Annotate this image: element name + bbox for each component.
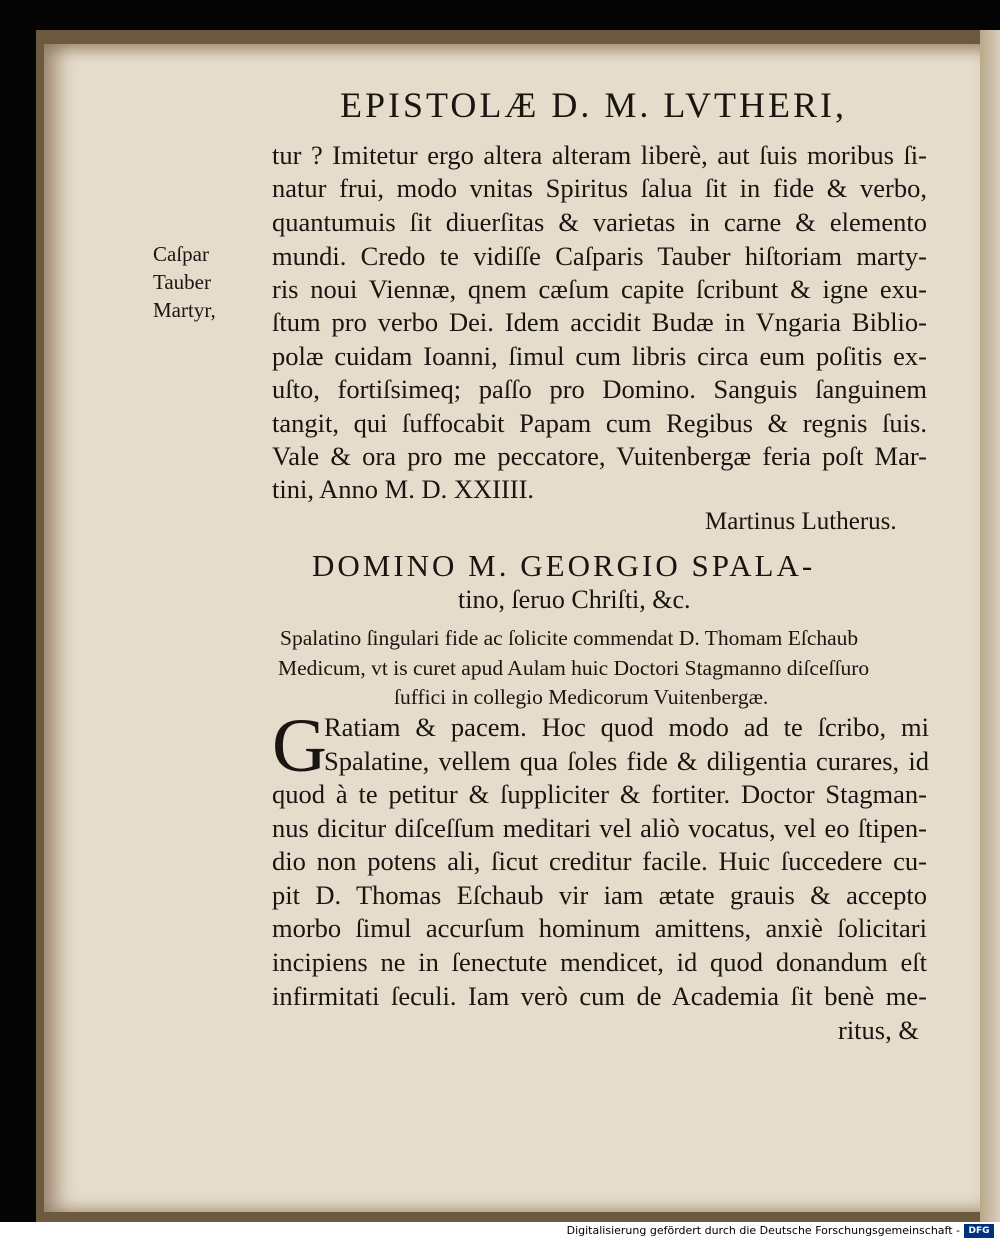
page-edge bbox=[980, 30, 1000, 1222]
margin-note-line: Caſpar bbox=[153, 242, 209, 266]
letter-line: pit D. Thomas Eſchaub vir iam ætate grauis & accepto bbox=[272, 880, 927, 910]
letter-heading: DOMINO M. GEORGIO SPALA- bbox=[312, 548, 816, 583]
letter-line: Spalatine, vellem qua ſoles fide & diligentia curares, id bbox=[324, 746, 929, 776]
summary-line: Spalatino ſingulari fide ac ſolicite commendat D. Thomam Eſchaub bbox=[280, 626, 859, 650]
body-line: ſtum pro verbo Dei. Idem accidit Budæ in Vngaria Biblio- bbox=[272, 307, 927, 337]
margin-note-line: Tauber bbox=[153, 270, 211, 294]
letter-line: incipiens ne in ſenectute mendicet, id quod donandum eſt bbox=[272, 947, 927, 977]
body-line: tur ? Imitetur ergo altera alteram liberè, aut ſuis moribus ſi- bbox=[272, 140, 927, 170]
body-line: Vale & ora pro me peccatore, Vuitenbergæ feria poſt Mar- bbox=[272, 441, 927, 471]
letter-line: morbo ſimul accurſum hominum amittens, anxiè ſolicitari bbox=[272, 913, 927, 943]
dfg-logo: DFG bbox=[964, 1224, 994, 1238]
body-line: quantumuis ſit diuerſitas & varietas in carne & elemento bbox=[272, 207, 927, 237]
letter-line: Ratiam & pacem. Hoc quod modo ad te ſcribo, mi bbox=[324, 712, 929, 742]
body-line: tangit, qui ſuffocabit Papam cum Regibus & regnis ſuis. bbox=[272, 408, 927, 438]
catchword: ritus, & bbox=[838, 1015, 919, 1045]
summary-line: ſuffici in collegio Medicorum Vuitenbergæ. bbox=[394, 685, 769, 709]
running-head: EPISTOLÆ D. M. LVTHERI, bbox=[340, 85, 848, 125]
footer-credit: Digitalisierung gefördert durch die Deutsche Forschungsgemeinschaft - bbox=[566, 1224, 960, 1237]
body-line: uſto, fortiſsimeq; paſſo pro Domino. Sanguis ſanguinem bbox=[272, 374, 927, 404]
letter-line: quod à te petitur & ſuppliciter & fortiter. Doctor Stagman- bbox=[272, 779, 927, 809]
letter-line: dio non potens ali, ſicut creditur facile. Huic ſuccedere cu- bbox=[272, 846, 927, 876]
signature: Martinus Lutherus. bbox=[705, 508, 897, 535]
margin-note-line: Martyr, bbox=[153, 298, 216, 322]
body-line: ris noui Viennæ, qnem cæſum capite ſcribunt & igne exu- bbox=[272, 274, 927, 304]
summary-line: Medicum, vt is curet apud Aulam huic Doctori Stagmanno diſceſſuro bbox=[278, 656, 870, 680]
letter-line: infirmitati ſeculi. Iam verò cum de Academia ſit benè me- bbox=[272, 981, 927, 1011]
body-line: natur frui, modo vnitas Spiritus ſalua ſit in fide & verbo, bbox=[272, 173, 927, 203]
letter-heading-continued: tino, ſeruo Chriſti, &c. bbox=[458, 585, 691, 614]
drop-cap: G bbox=[272, 704, 327, 788]
body-line: polæ cuidam Ioanni, ſimul cum libris circa eum poſitis ex- bbox=[272, 341, 927, 371]
letter-line: nus dicitur diſceſſum meditari vel aliò vocatus, vel eo ſtipen- bbox=[272, 813, 927, 843]
body-line: mundi. Credo te vidiſſe Caſparis Tauber hiſtoriam marty- bbox=[272, 241, 927, 271]
body-line: tini, Anno M. D. XXIIII. bbox=[272, 474, 535, 504]
